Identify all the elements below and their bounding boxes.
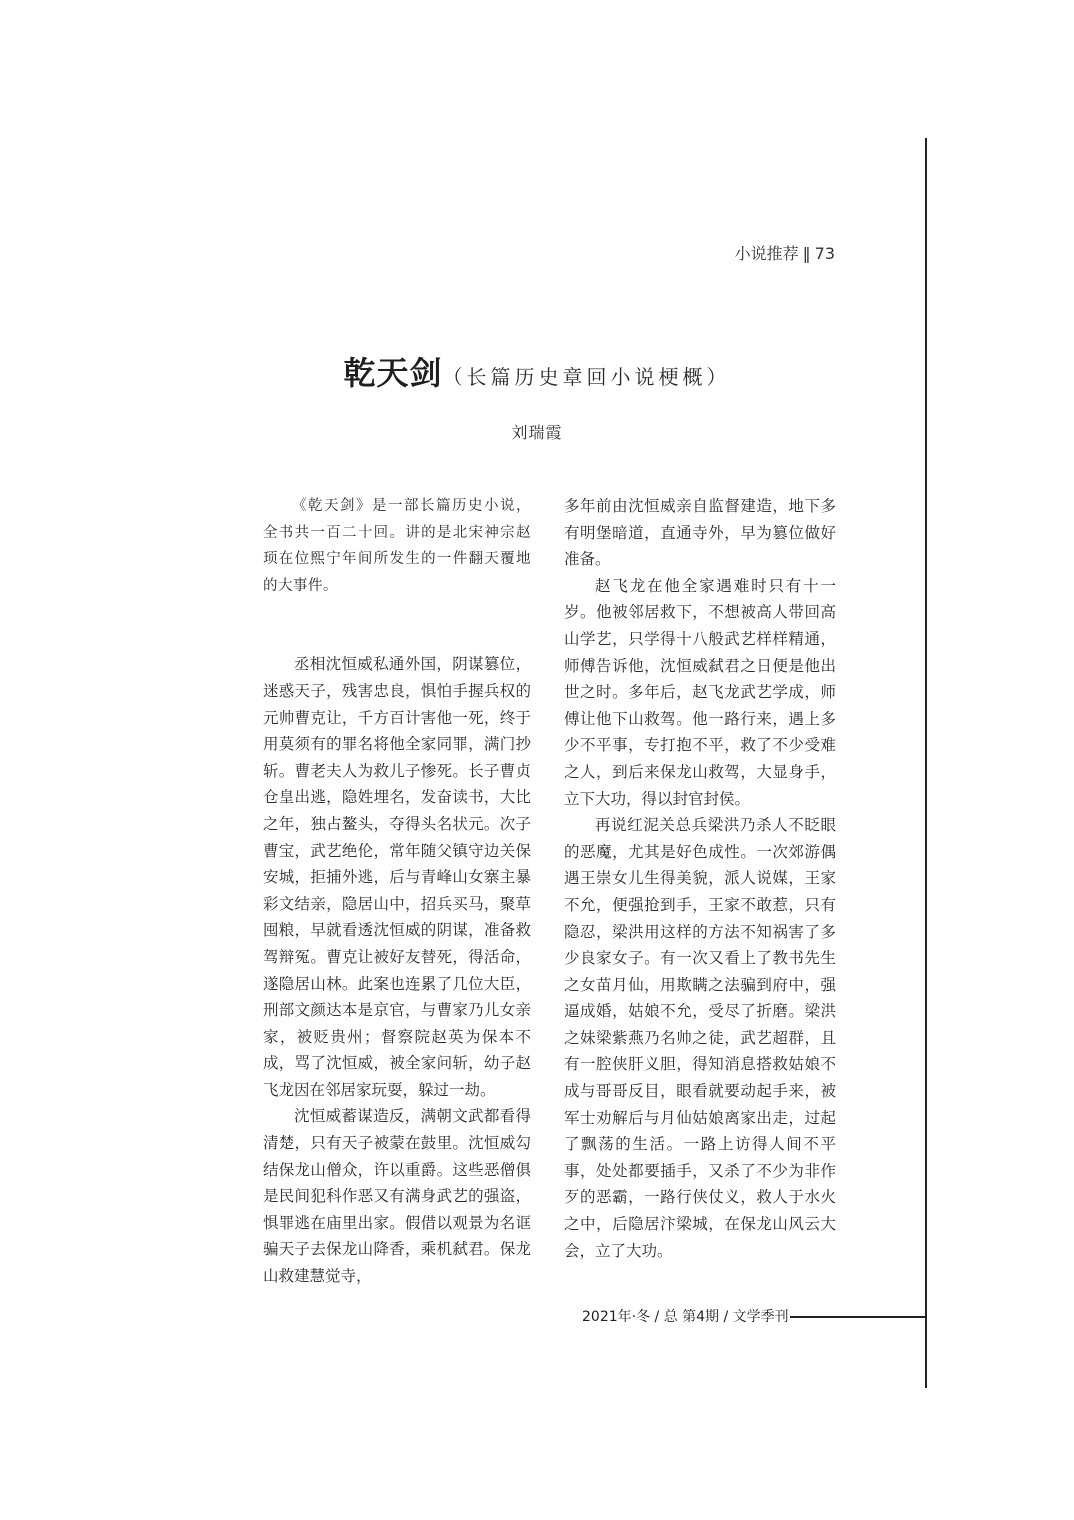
left-column xyxy=(263,493,531,1290)
page-header xyxy=(600,241,835,264)
page-footer: 2021年·冬 / 总 第4期 / 文学季刊 xyxy=(582,1309,789,1325)
intro-paragraph: 《乾天剑》是一部长篇历史小说，全书共一百二十回。讲的是北宋神宗赵顼在位熙宁年间所发生的一件翻天覆地的大事件。 xyxy=(263,498,531,594)
continued-paragraph: 多年前由沈恒威亲自监督建造，地下多有明堡暗道，直通寺外，早为篡位做好准备。 xyxy=(564,497,836,569)
header-separator: ‖ xyxy=(802,244,811,263)
right-column xyxy=(564,493,836,1264)
body-paragraph: 沈恒威蓄谋造反，满朝文武都看得清楚，只有天子被蒙在鼓里。沈恒威勾结保龙山僧众，许以重爵。这些恶僧俱是民间犯科作恶又有满身武艺的强盗，惧罪逃在庙里出家。假借以观景为名诓骗天子去保龙山降香，乘机弑君。保龙山救建慧觉寺， xyxy=(263,1107,531,1286)
vertical-rule xyxy=(925,138,927,1388)
body-paragraph: 丞相沈恒威私通外国，阴谋篡位，迷惑天子，残害忠良，惧怕手握兵权的元帅曹克让，千方百计害他一死，终于用莫须有的罪名将他全家同罪，满门抄斩。曹老夫人为救儿子惨死。长子曹贞仓皇出逃，隐姓埋名，发奋读书，大比之年，独占鳌头，夺得头名状元。次子曹宝，武艺绝伦，常年随父镇守边关保安城，拒捕外逃，后与青峰山女寨主暴彩文结亲，隐居山中，招兵买马，聚草囤粮，早就看透沈恒威的阴谋，准备救驾辩冤。曹克让被好友替死，得活命，遂隐居山林。此案也连累了几位大臣，刑部文颜达本是京官，与曹家乃儿女亲家，被贬贵州；督察院赵英为保本不成，骂了沈恒威，被全家问斩，幼子赵飞龙因在邻居家玩耍，躲过一劫。 xyxy=(263,655,531,1099)
article-title xyxy=(0,348,1074,394)
section-label: 小说推荐 xyxy=(734,244,799,263)
title-main: 乾天剑 xyxy=(343,354,443,392)
title-subtitle: （长篇历史章回小说梗概） xyxy=(442,365,731,389)
body-paragraph: 赵飞龙在他全家遇难时只有十一岁。他被邻居救下，不想被高人带回高山学艺，只学得十八般武艺样样精通，师傅告诉他，沈恒威弑君之日便是他出世之时。多年后，赵飞龙武艺学成，师傅让他下山救驾。他一路行来，遇上多少不平事，专打抱不平，救了不少受难之人，到后来保龙山救驾，大显身手，立下大功，得以封官封侯。 xyxy=(564,576,836,808)
page-number: 73 xyxy=(814,244,835,263)
author-name: 刘瑞霞 xyxy=(511,423,563,442)
footer-rule xyxy=(790,1316,926,1318)
body-paragraph: 再说红泥关总兵梁洪乃杀人不眨眼的恶魔，尤其是好色成性。一次郊游偶遇王崇女儿生得美貌，派人说媒，王家不允，便强抢到手，王家不敢惹，只有隐忍，梁洪用这样的方法不知祸害了多少良家女子。有一次又看上了教书先生之女苗月仙，用欺瞒之法骗到府中，强逼成婚，姑娘不允，受尽了折磨。梁洪之妹梁紫燕乃名帅之徒，武艺超群，且有一腔侠肝义胆，得知消息搭救姑娘不成与哥哥反目，眼看就要动起手来，被军士劝解后与月仙姑娘离家出走，过起了飘荡的生活。一路上访得人间不平事，处处都要插手，又杀了不少为非作歹的恶霸，一路行侠仗义，救人于水火之中，后隐居汴梁城，在保龙山风云大会，立了大功。 xyxy=(564,816,836,1260)
